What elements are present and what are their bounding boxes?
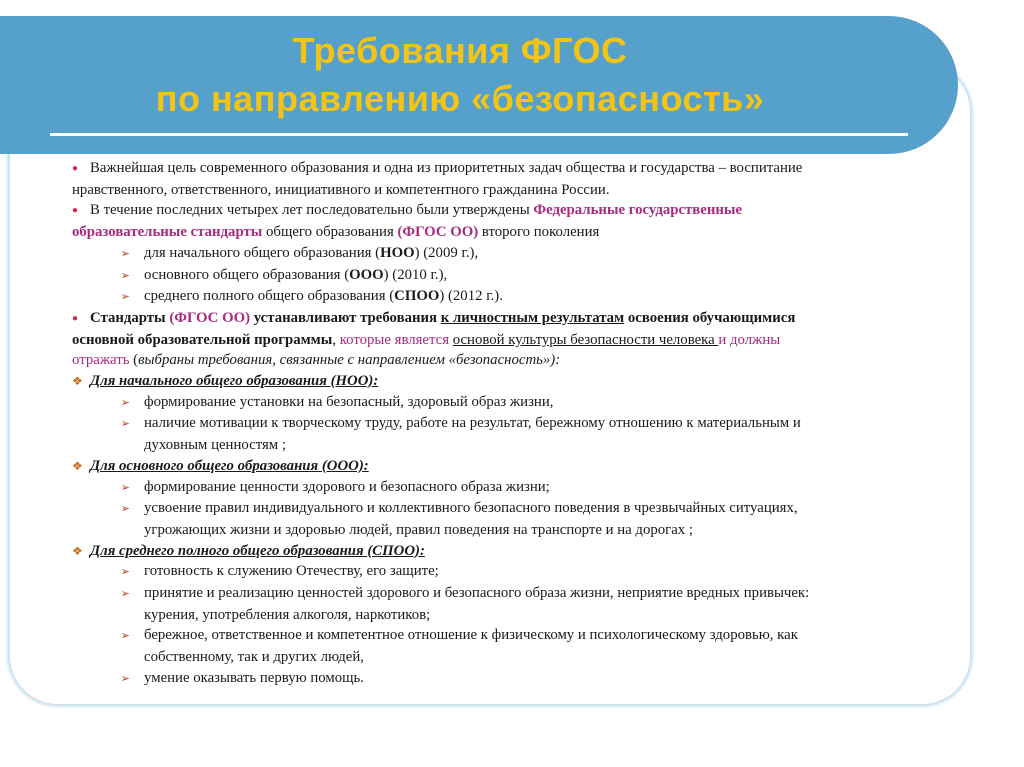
diamond-bullet-icon: ❖: [72, 543, 83, 558]
list-item: ➢ готовность к служению Отечеству, его защите;: [72, 561, 932, 583]
arrow-bullet-icon: ➢: [120, 630, 130, 643]
section-heading: Для основного общего образования (ООО):: [90, 457, 369, 474]
list-item: ➢ основного общего образования (ООО) (2010 г.),: [72, 265, 932, 287]
arrow-bullet-icon: ➢: [120, 481, 130, 494]
paragraph-standards: ● В течение последних четырех лет последовательно были утверждены Федеральные государственные образовательные стандарты общего образования (ФГОС ОО) второго поколения: [72, 202, 743, 241]
list-item: ➢ для начального общего образования (НОО) (2009 г.),: [72, 243, 932, 265]
list-item: ➢ умение оказывать первую помощь.: [72, 668, 932, 690]
diamond-bullet-icon: ❖: [72, 458, 83, 473]
banner-divider: [50, 133, 908, 136]
list-item-continuation: собственному, так и других людей,: [144, 649, 364, 666]
arrow-bullet-icon: ➢: [120, 418, 130, 431]
section-heading: Для среднего полного общего образования (СПОО):: [90, 542, 425, 559]
arrow-bullet-icon: ➢: [120, 672, 130, 685]
bullet-icon: ●: [72, 205, 79, 217]
list-item: ➢ бережное, ответственное и компетентное отношение к физическому и психологическому здоровью, как: [72, 625, 932, 647]
list-item: ➢ формирование ценности здорового и безопасного образа жизни;: [72, 477, 932, 499]
arrow-bullet-icon: ➢: [120, 566, 130, 579]
list-item-continuation: духовным ценностям ;: [144, 437, 286, 454]
section-noo: [72, 371, 932, 456]
arrow-bullet-icon: ➢: [120, 588, 130, 601]
list-item: ➢ среднего полного общего образования (СПОО) (2012 г.).: [72, 286, 932, 308]
bullet-icon: ●: [72, 312, 79, 324]
list-item: ➢ наличие мотивации к творческому труду, работе на результат, бережному отношению к материальным и: [72, 413, 932, 435]
list-item: ➢ формирование установки на безопасный, здоровый образ жизни,: [72, 392, 932, 414]
list-item: ➢ усвоение правил индивидуального и коллективного безопасного поведения в чрезвычайных ситуациях,: [72, 498, 932, 520]
slide-body: [72, 158, 932, 690]
arrow-bullet-icon: ➢: [120, 396, 130, 409]
page-subtitle: по направлению «безопасность»: [155, 78, 765, 119]
section-heading: Для начального общего образования (НОО):: [90, 373, 379, 390]
list-item-continuation: угрожающих жизни и здоровью людей, правил поведения на транспорте и на дорогах ;: [144, 521, 693, 538]
list-item-continuation: курения, употребления алкоголя, наркотиков;: [144, 606, 431, 623]
bullet-icon: ●: [72, 163, 79, 174]
section-ooo: [72, 456, 932, 541]
list-item: ➢ принятие и реализацию ценностей здорового и безопасного образа жизни, неприятие вредных привычек:: [72, 583, 932, 605]
arrow-bullet-icon: ➢: [120, 247, 130, 260]
diamond-bullet-icon: ❖: [72, 374, 83, 389]
arrow-bullet-icon: ➢: [120, 503, 130, 516]
paragraph-goal: ● Важнейшая цель современного образования и одна из приоритетных задач общества и государства – воспитание нравственного, ответственного, инициативного и компетентного гражданина России.: [72, 160, 803, 198]
arrow-bullet-icon: ➢: [120, 291, 130, 304]
section-spoo: [72, 541, 932, 690]
paragraph-requirements: ● Стандарты (ФГОС ОО) устанавливают требования к личностным результатам освоения обучающимися основной образовательной программы, которые является основой культуры безопасности человека и должны отражать (выбраны требования, связанные с направлением «безопасность»):: [72, 309, 796, 369]
page-title: Требования ФГОС: [292, 30, 628, 71]
arrow-bullet-icon: ➢: [120, 269, 130, 282]
